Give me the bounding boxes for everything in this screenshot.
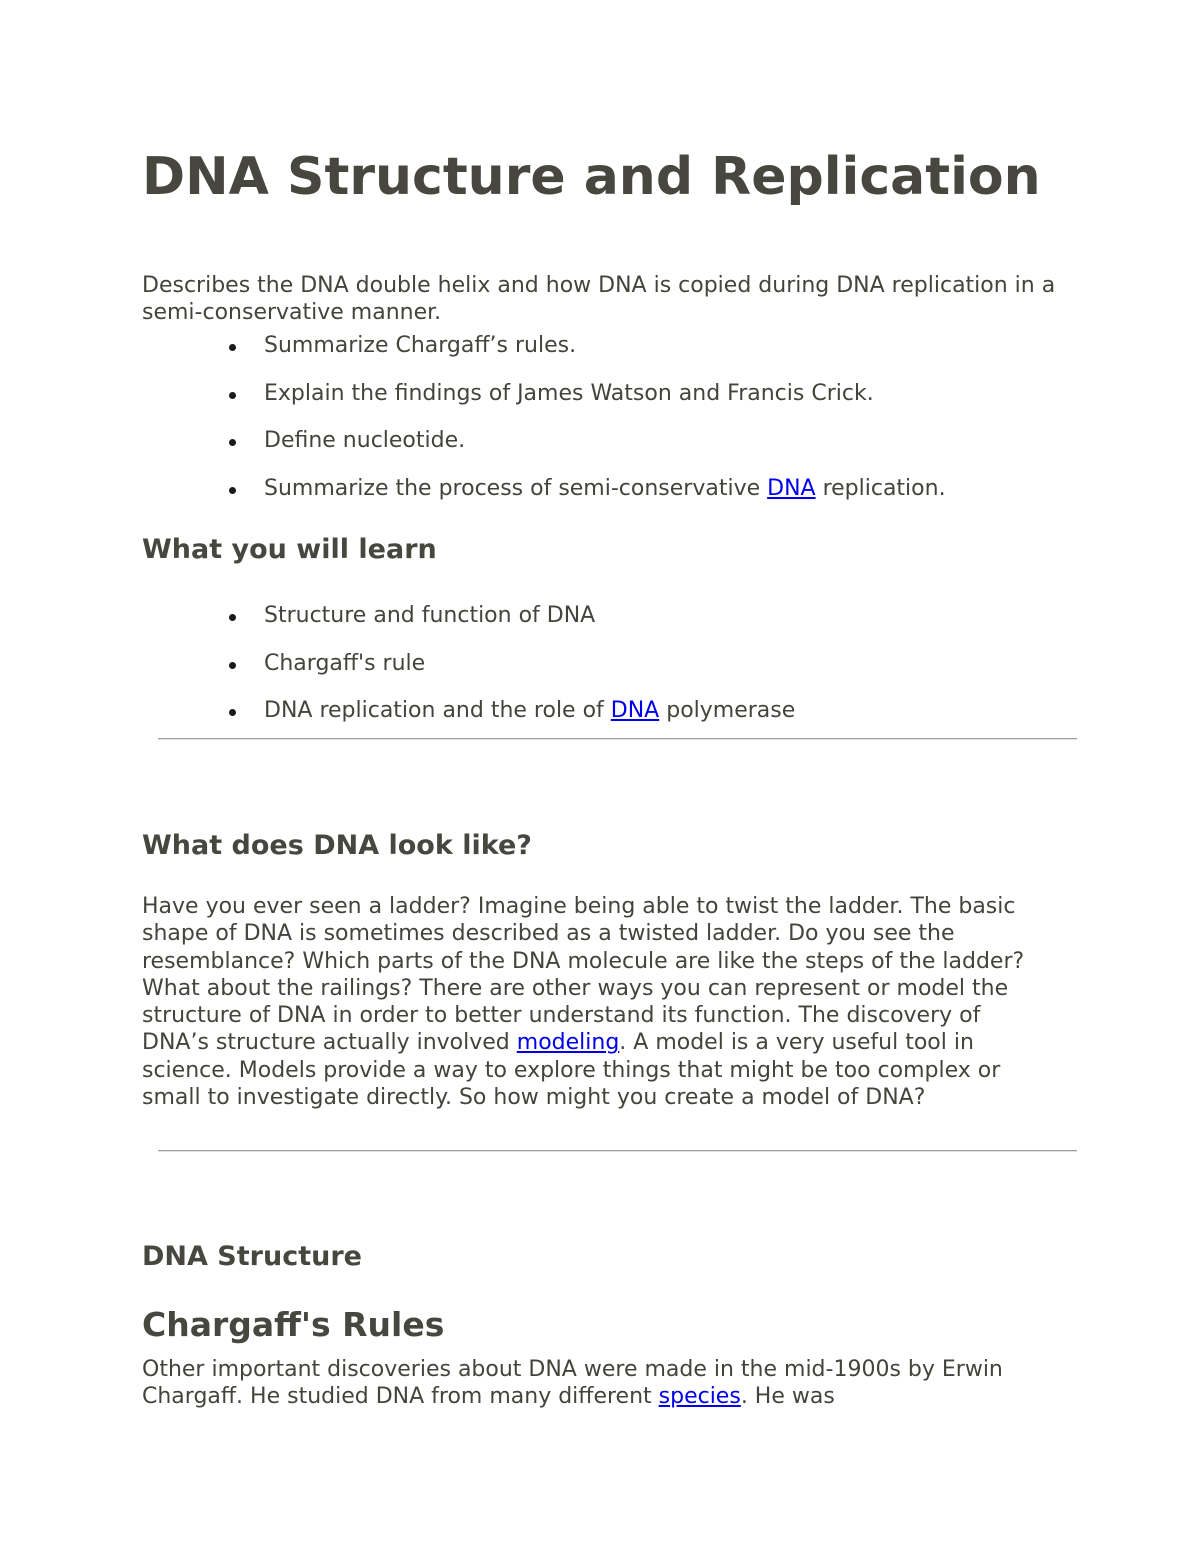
look-paragraph-end: . A model is a very useful tool in science. Models provide a way to explore things that might be too complex or small to investigate directly. So how might you create a model of DNA?	[142, 1030, 1001, 1111]
objectives-list	[142, 332, 1062, 522]
list-item-text: Structure and function of DNA	[264, 603, 596, 628]
list-item-text: Define nucleotide.	[264, 428, 466, 453]
bullet-icon	[229, 439, 236, 446]
bullet-icon	[229, 392, 236, 399]
bullet-icon	[229, 662, 236, 669]
list-item-text: Explain the findings of James Watson and Francis Crick.	[264, 380, 874, 406]
horizontal-divider	[158, 738, 1077, 740]
list-item	[142, 650, 1062, 698]
page-title: DNA Structure and Replication	[142, 147, 1041, 207]
bullet-icon	[229, 487, 236, 494]
list-item-text-start: DNA replication and the role of	[264, 698, 611, 723]
list-item-text-end: replication.	[815, 475, 946, 501]
dna-polymerase-link[interactable]: DNA	[610, 698, 660, 723]
intro-paragraph: Describes the DNA double helix and how DNA is copied during DNA replication in a semi-conservative manner.	[142, 273, 1056, 326]
look-paragraph	[142, 893, 1047, 1111]
list-item	[142, 475, 1062, 523]
list-item-text-end: polymerase	[659, 698, 796, 723]
list-item	[142, 427, 1062, 475]
bullet-icon	[229, 344, 236, 351]
dna-link[interactable]: DNA	[767, 475, 816, 501]
list-item	[142, 380, 1062, 428]
list-item-text-start: Summarize the process of semi-conservative	[264, 475, 768, 501]
list-item	[142, 332, 1062, 380]
learn-heading: What you will learn	[142, 534, 437, 565]
modeling-link[interactable]: modeling	[516, 1030, 620, 1056]
chargaff-heading: Chargaff's Rules	[142, 1305, 445, 1344]
list-item	[142, 602, 1062, 650]
chargaff-paragraph-end: . He was	[740, 1384, 835, 1410]
look-heading: What does DNA look like?	[142, 830, 532, 861]
species-link[interactable]: species	[658, 1384, 741, 1410]
chargaff-paragraph	[142, 1356, 1022, 1411]
bullet-icon	[229, 709, 236, 716]
structure-heading: DNA Structure	[142, 1241, 362, 1272]
bullet-icon	[229, 614, 236, 621]
learn-list	[142, 602, 1062, 745]
look-paragraph-start: Have you ever seen a ladder? Imagine being able to twist the ladder. The basic shape of DNA is sometimes described as a twisted ladder. Do you see the resemblance? Which parts of the DNA molecule are like the steps of the ladder? What about the railings? There are other ways you can represent or model the structure of DNA in order to better understand its function. The discovery of DNA’s structure actually involved	[142, 894, 1025, 1056]
list-item-text: Chargaff's rule	[264, 650, 426, 676]
list-item-text: Summarize Chargaff’s rules.	[264, 333, 577, 358]
chargaff-paragraph-start: Other important discoveries about DNA were made in the mid-1900s by Erwin Chargaff. He studied DNA from many different	[142, 1357, 1003, 1410]
horizontal-divider	[158, 1150, 1077, 1152]
